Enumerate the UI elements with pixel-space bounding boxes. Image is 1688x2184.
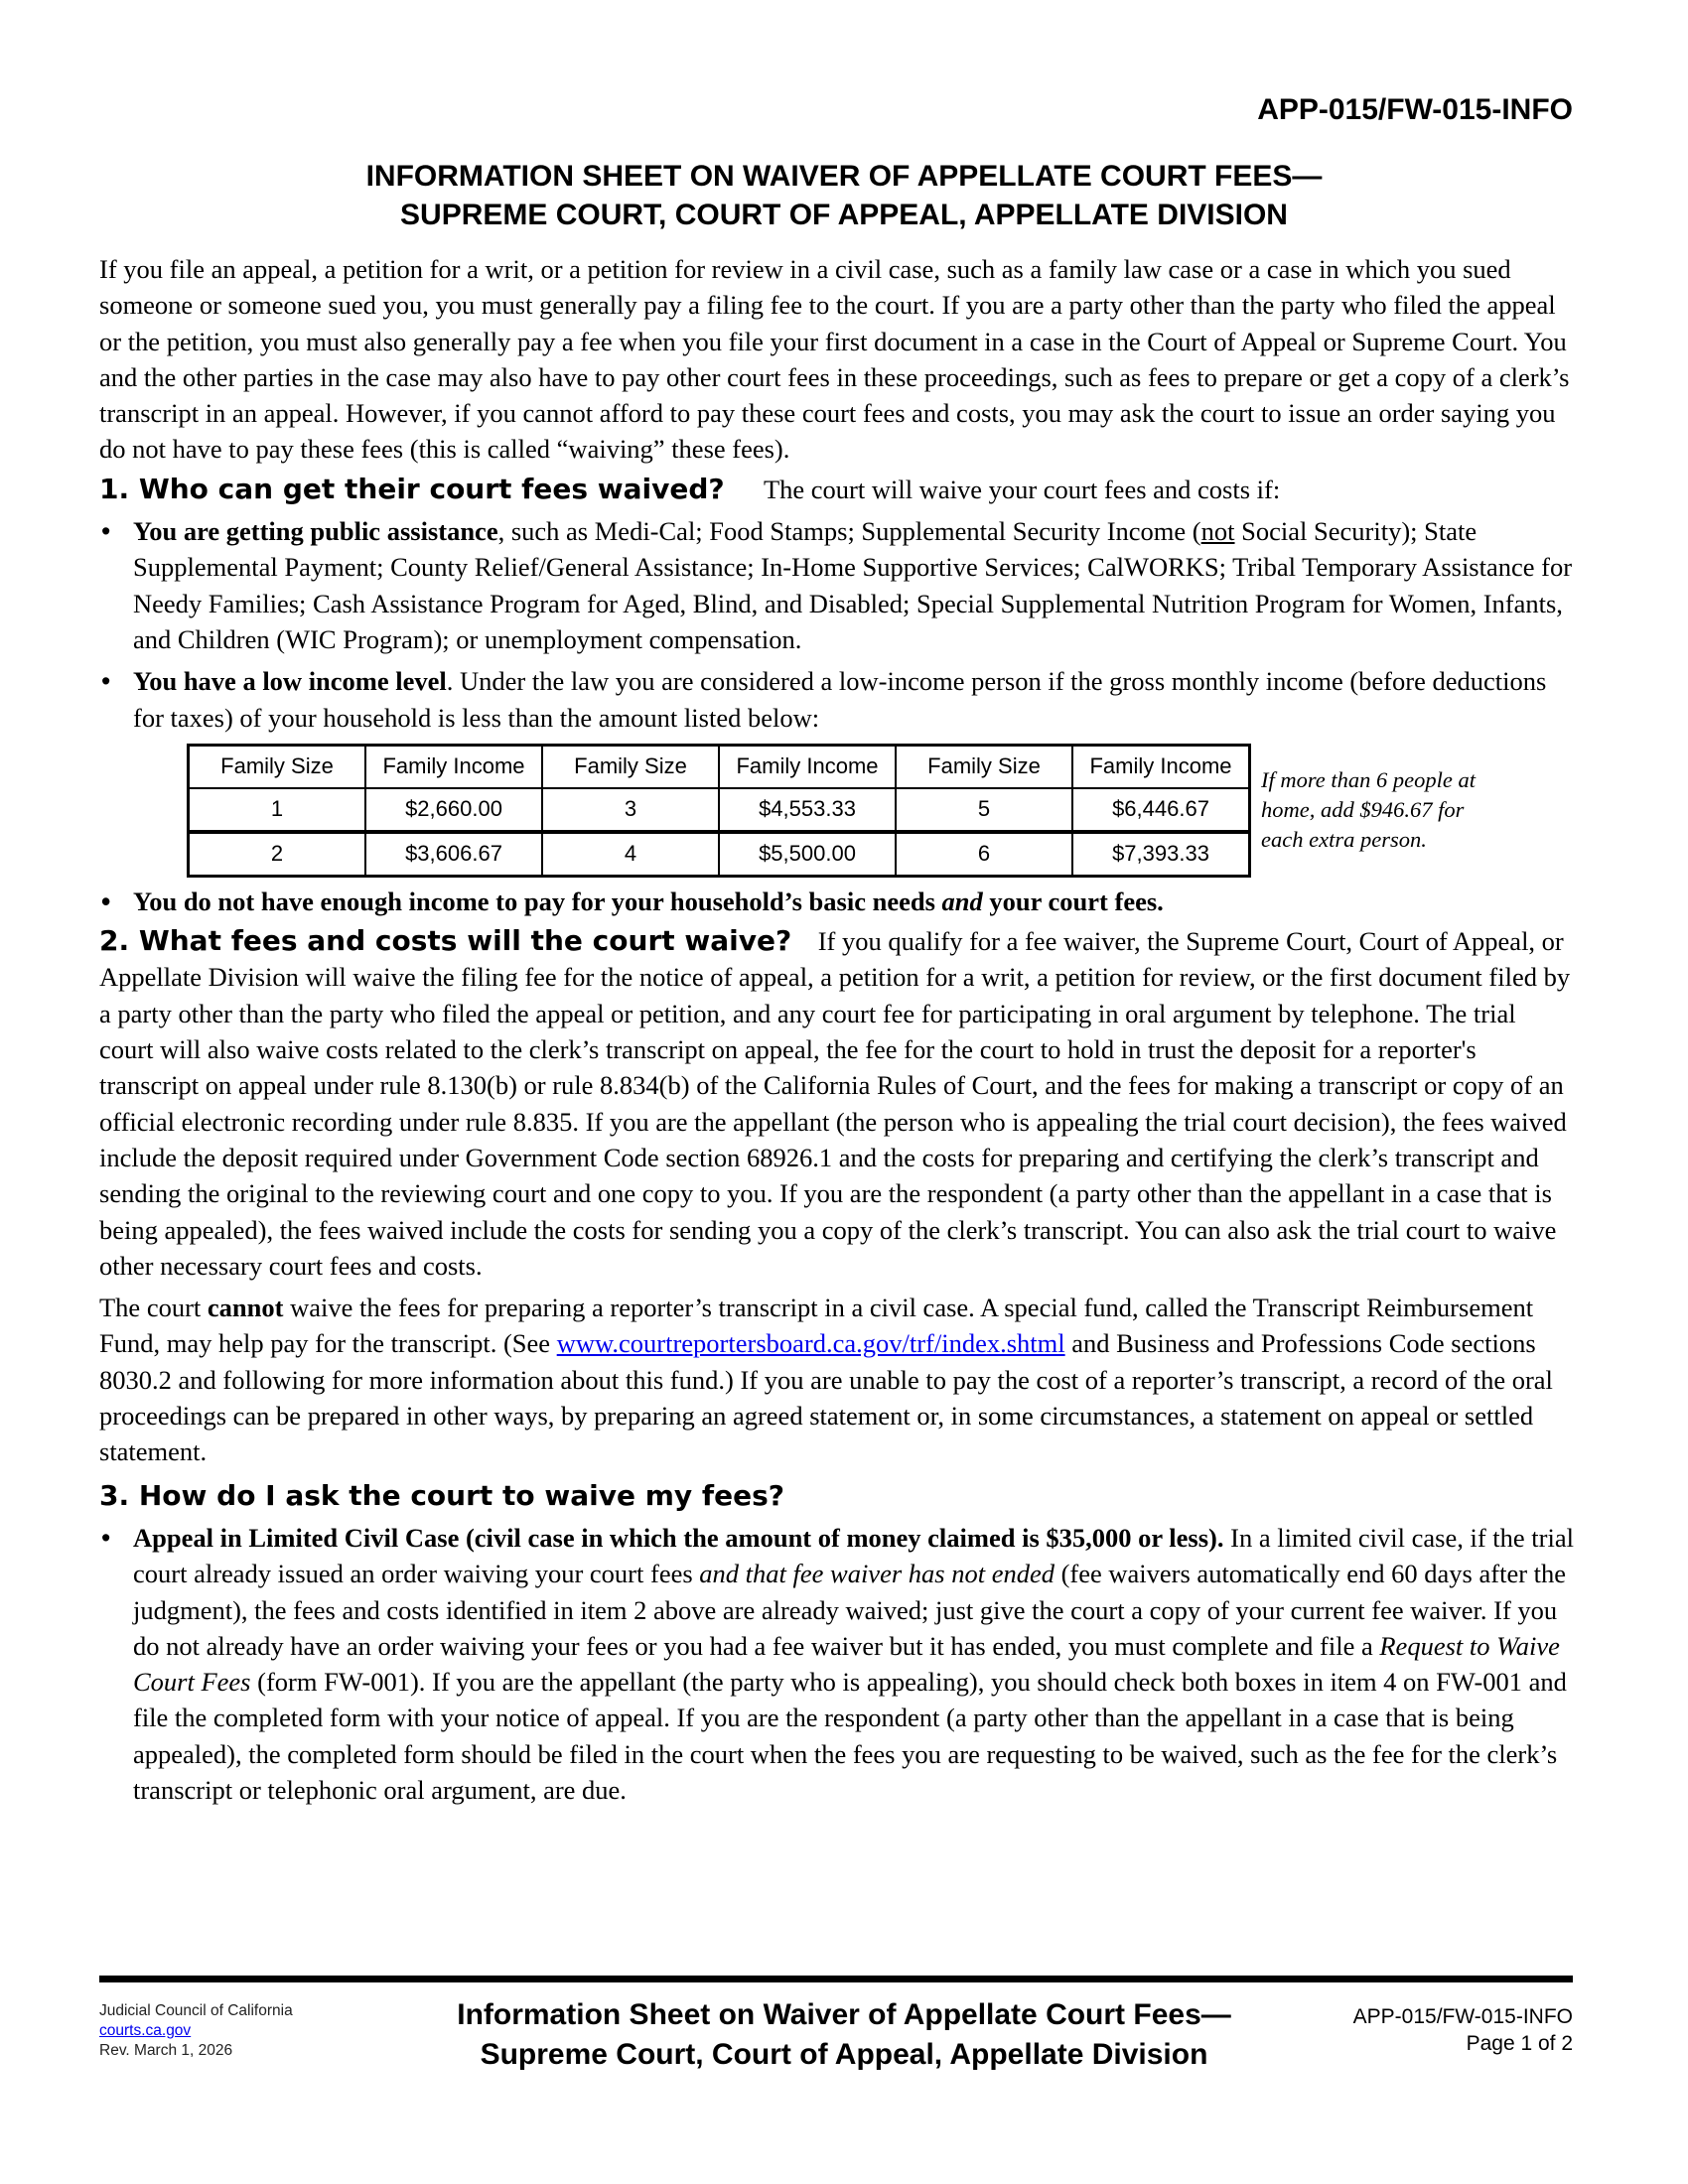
bullet-text: , such as Medi-Cal; Food Stamps; Supplemental Security Income ( (497, 516, 1201, 547)
document-body (99, 251, 1574, 1808)
footer-revision: Rev. March 1, 2026 (99, 2042, 233, 2059)
bullet-text: your court fees. (982, 886, 1164, 916)
table-cell: $4,553.33 (719, 788, 896, 832)
list-item (133, 884, 1574, 919)
table-header: Family Size (896, 745, 1072, 788)
table-cell: 3 (542, 788, 719, 832)
footer-title-line-1: Information Sheet on Waiver of Appellate Court Fees— (457, 1998, 1231, 2031)
table-header: Family Income (1072, 745, 1250, 788)
footer-right (1353, 2003, 1573, 2057)
bullet-text: (form FW-001). If you are the appellant (the party who is appealing), you should check both boxes in item 4 on FW-001 and file the completed form with your notice of appeal. If you are the respondent (a party other than the appellant in a case that is being appealed), the completed form should be filed in the court when the fees you are requesting to be waived, such as the fee for the clerk’s transcript or telephonic oral argument, are due. (133, 1667, 1567, 1805)
section-1-heading: 1. Who can get their court fees waived? (99, 472, 725, 505)
section-3 (99, 1478, 1574, 1514)
table-cell: $6,446.67 (1072, 788, 1250, 832)
bullet-text: Social Security); State Supplemental Payment; County Relief/General Assistance; In-Home Supportive Services; CalWORKS; Tribal Temporary Assistance for Needy Families; Cash Assistance Program for Aged, Blind, and Disabled; Special Supplemental Nutrition Program for Women, Infants, and Children (WIC Program); or unemployment compensation. (133, 516, 1573, 654)
bullet-bold: You are getting public assistance (133, 516, 498, 547)
bullet-text: In a limited civil case, if the trial court already issued an order waiving your court fees (133, 1522, 1574, 1589)
income-table (187, 744, 1251, 878)
table-cell: $7,393.33 (1072, 832, 1250, 877)
paragraph-text: The court (99, 1293, 208, 1323)
table-cell: $5,500.00 (719, 832, 896, 877)
list-item (133, 1520, 1574, 1808)
table-note: If more than 6 people at home, add $946.67 for each extra person. (1261, 767, 1477, 853)
table-cell: 6 (896, 832, 1072, 877)
section-1 (99, 472, 1574, 507)
table-cell: 4 (542, 832, 719, 877)
section-2-text: If you qualify for a fee waiver, the Supreme Court, Court of Appeal, or Appellate Division will waive the filing fee for the notice of appeal, a petition for a writ, a petition for review, or the first document filed by a party other than the party who filed the appeal or petition, and any court fee for participating in oral argument by telephone. The trial court will also waive costs related to the clerk’s transcript on appeal, the fee for the court to hold in trust the deposit for a reporter's transcript on appeal under rule 8.130(b) or rule 8.834(b) of the California Rules of Court, and the fees for making a transcript or copy of an official electronic recording under rule 8.835. If you are the appellant (the person who is appealing the trial court decision), the fees waived include the deposit required under Government Code section 68926.1 and the costs for preparing and certifying the clerk’s transcript and sending the original to the reviewing court and one copy to you. If you are the respondent (a party other than the appellant in a case that is being appealed), the fees waived include the costs for sending you a copy of the clerk’s transcript. You can also ask the trial court to waive other necessary court fees and costs. (99, 926, 1571, 1281)
bullet-italic: and that fee waiver has not ended (699, 1559, 1055, 1589)
income-table-wrap (187, 744, 1574, 878)
list-item (133, 663, 1574, 736)
paragraph-text: waive the fees for preparing a reporter’s transcript in a civil case. A special fund, called the Transcript Reimbursement Fund, may help pay for the transcript. (See (99, 1293, 1534, 1359)
bullet-text: . Under the law you are considered a low-income person if the gross monthly income (before deductions for taxes) of your household is less than the amount listed below: (133, 666, 1547, 733)
table-cell: $2,660.00 (365, 788, 542, 832)
page-title (0, 157, 1688, 234)
form-number: APP-015/FW-015-INFO (1257, 93, 1573, 126)
table-row (189, 788, 1250, 832)
bullet-italic: and (941, 886, 983, 916)
table-cell: 1 (189, 788, 366, 832)
title-line-2: SUPREME COURT, COURT OF APPEAL, APPELLATE DIVISION (400, 199, 1288, 231)
table-row (189, 832, 1250, 877)
table-header: Family Size (542, 745, 719, 788)
footer-title-line-2: Supreme Court, Court of Appeal, Appellate Division (480, 2038, 1208, 2071)
bullet-text: You do not have enough income to pay for your household’s basic needs (133, 886, 942, 916)
eligibility-list-2 (99, 884, 1574, 919)
page-number: Page 1 of 2 (1466, 2032, 1573, 2055)
section-2 (99, 923, 1574, 1284)
table-cell: $3,606.67 (365, 832, 542, 877)
table-header: Family Income (365, 745, 542, 788)
table-header-row (189, 745, 1250, 788)
intro-paragraph: If you file an appeal, a petition for a writ, or a petition for review in a civil case, such as a family law case or a case in which you sued someone or someone sued you, you must generally pay a filing fee to the court. If you are a party other than the party who filed the appeal or the petition, you must also generally pay a fee when you file your first document in a case in the Court of Appeal or Supreme Court. You and the other parties in the case may also have to pay other court fees in these proceedings, such as fees to prepare or get a copy of a clerk’s transcript in an appeal. However, if you cannot afford to pay these court fees and costs, you may ask the court to issue an order saying you do not have to pay these fees (this is called “waiving” these fees). (99, 254, 1570, 465)
table-header: Family Size (189, 745, 366, 788)
eligibility-list (99, 513, 1574, 736)
list-item (133, 513, 1574, 657)
section-2-heading: 2. What fees and costs will the court waive? (99, 924, 792, 958)
table-cell: 5 (896, 788, 1072, 832)
footer-form-number: APP-015/FW-015-INFO (1352, 2005, 1573, 2028)
section-1-lead: The court will waive your court fees and costs if: (763, 474, 1281, 504)
title-line-1: INFORMATION SHEET ON WAIVER OF APPELLATE COURT FEES— (365, 160, 1323, 193)
how-to-list (99, 1520, 1574, 1808)
paragraph-bold: cannot (207, 1293, 284, 1323)
section-3-heading: 3. How do I ask the court to waive my fees? (99, 1478, 785, 1512)
bullet-underline: not (1200, 516, 1235, 547)
footer-org: Judicial Council of California (99, 2002, 293, 2019)
footer-link[interactable]: courts.ca.gov (99, 2022, 192, 2039)
form-title: Request to Waive Court Fees (133, 1630, 1560, 1698)
transcript-paragraph (99, 1290, 1574, 1469)
bullet-text: (fee waivers automatically end 60 days after the judgment), the fees and costs identified in item 2 above are already waived; just give the court a copy of your current fee waiver. If you do not already have an order waiving your fees or you had a fee waiver but it has ended, you must complete and file a (133, 1559, 1567, 1661)
footer-rule (99, 1976, 1573, 1982)
table-header: Family Income (719, 745, 896, 788)
trf-link[interactable]: www.courtreportersboard.ca.gov/trf/index.shtml (556, 1328, 1065, 1359)
bullet-bold: Appeal in Limited Civil Case (civil case in which the amount of money claimed is $35,000 or less). (133, 1522, 1224, 1553)
paragraph-text: and Business and Professions Code sections 8030.2 and following for more information about this fund.) If you are unable to pay the cost of a reporter’s transcript, a record of the oral proceedings can be prepared in other ways, by preparing an agreed statement or, in some circumstances, a statement on appeal or settled statement. (99, 1328, 1553, 1467)
bullet-bold: You have a low income level (133, 666, 447, 697)
table-cell: 2 (189, 832, 366, 877)
